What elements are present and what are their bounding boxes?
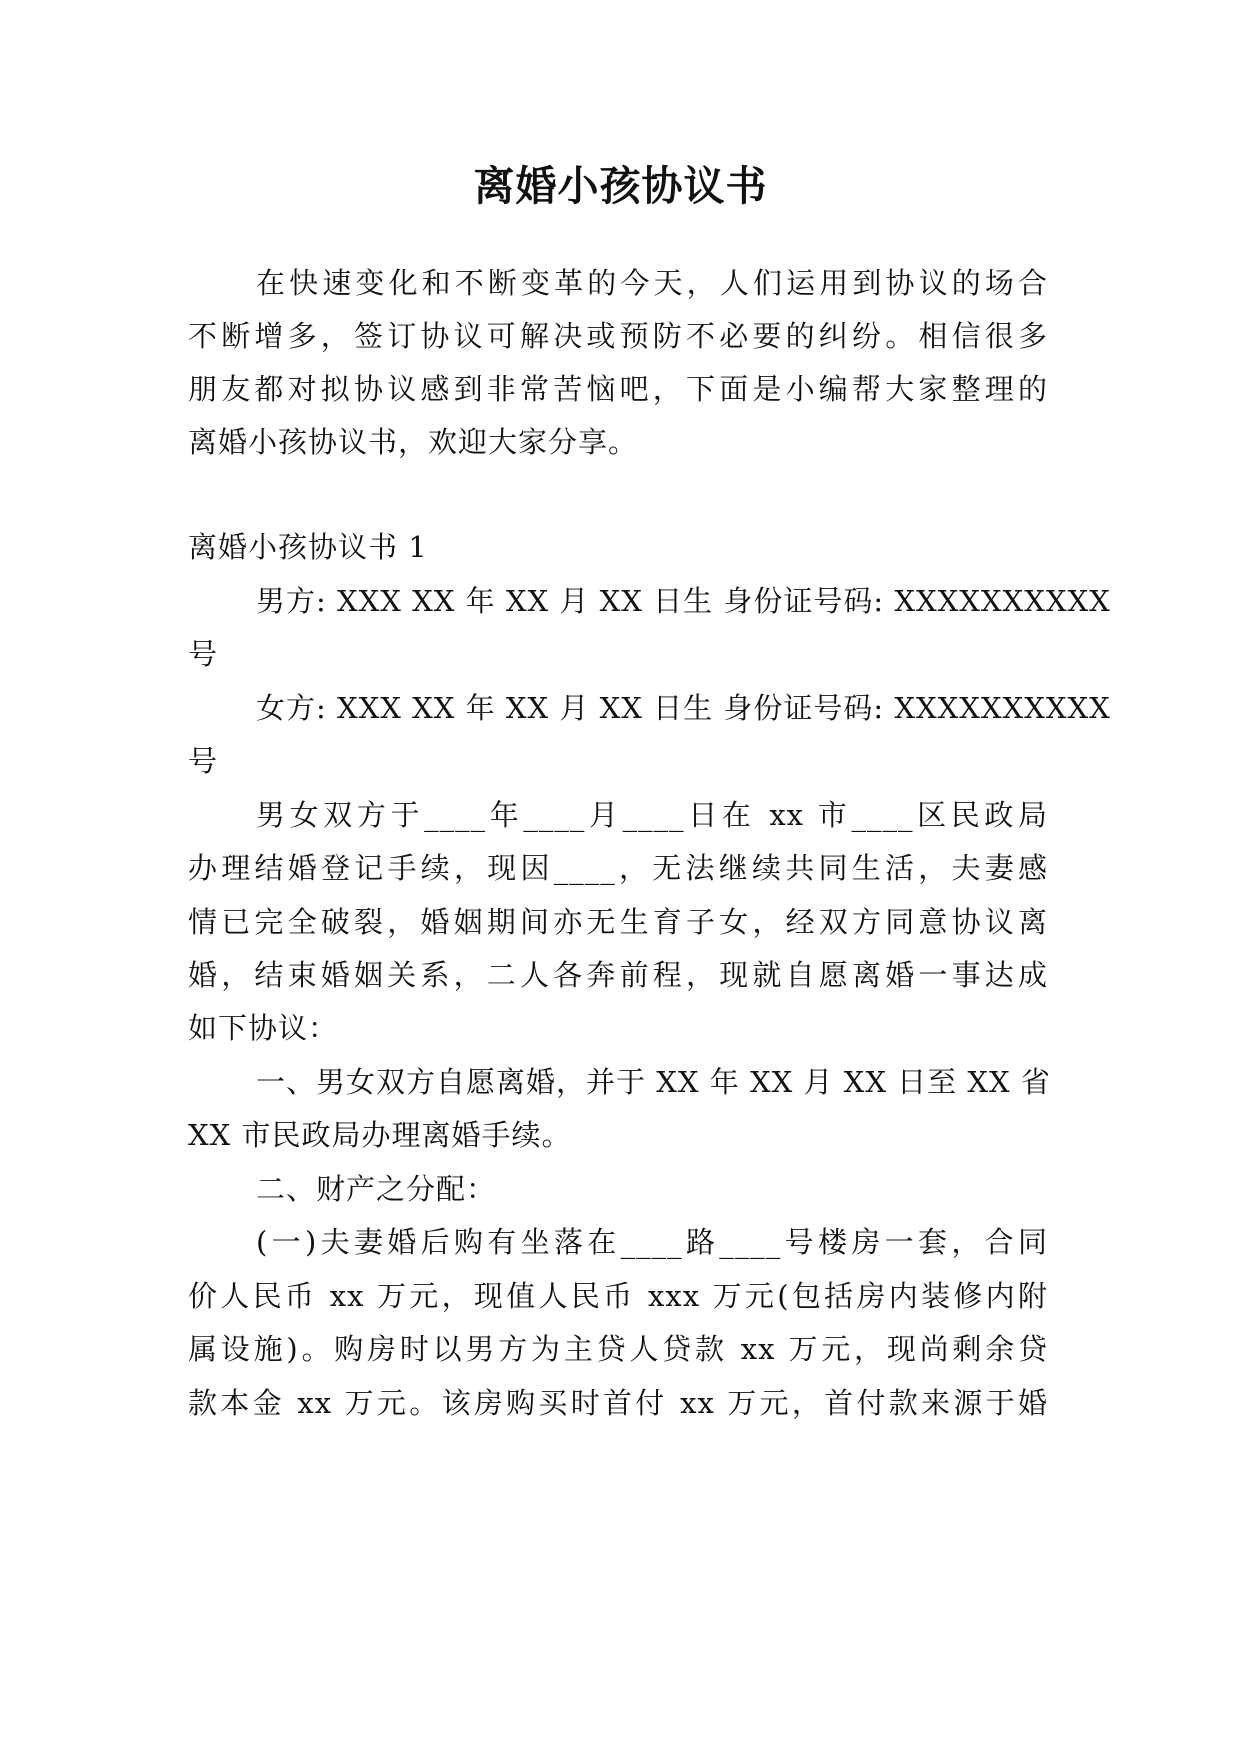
- paragraph-line: 一、男女双方自愿离婚，并于 XX 年 XX 月 XX 日至 XX 省: [256, 1065, 1051, 1099]
- section-heading: 离婚小孩协议书 1: [188, 530, 428, 564]
- paragraph-line: XX 市民政局办理离婚手续。: [188, 1118, 572, 1152]
- paragraph-line: 婚，结束婚姻关系，二人各奔前程，现就自愿离婚一事达成: [188, 958, 1048, 992]
- paragraph-line: 属设施)。购房时以男方为主贷人贷款 xx 万元，现尚剩余贷: [188, 1332, 1048, 1366]
- paragraph-line: 号: [188, 637, 219, 671]
- paragraph-line: 如下协议：: [188, 1011, 339, 1045]
- paragraph-line: 男方: XXX XX 年 XX 月 XX 日生 身份证号码: XXXXXXXXXX: [256, 584, 1111, 618]
- paragraph-line: 离婚小孩协议书，欢迎大家分享。: [188, 425, 639, 459]
- paragraph-line: 朋友都对拟协议感到非常苦恼吧，下面是小编帮大家整理的: [188, 372, 1048, 406]
- paragraph-line: 男女双方于____年____月____日在 xx 市____区民政局: [256, 798, 1048, 832]
- document-title: 离婚小孩协议书: [473, 162, 768, 210]
- paragraph-line: 办理结婚登记手续，现因____，无法继续共同生活，夫妻感: [188, 851, 1048, 885]
- paragraph-line: 价人民币 xx 万元，现值人民币 xxx 万元(包括房内装修内附: [188, 1279, 1048, 1313]
- paragraph-line: 在快速变化和不断变革的今天，人们运用到协议的场合: [256, 266, 1048, 300]
- paragraph-line: 号: [188, 744, 219, 778]
- paragraph-line: 不断增多，签订协议可解决或预防不必要的纠纷。相信很多: [188, 319, 1048, 353]
- paragraph-line: 款本金 xx 万元。该房购买时首付 xx 万元，首付款来源于婚: [188, 1386, 1048, 1420]
- paragraph-line: 女方: XXX XX 年 XX 月 XX 日生 身份证号码: XXXXXXXXXX: [256, 691, 1111, 725]
- paragraph-line: 情已完全破裂，婚姻期间亦无生育子女，经双方同意协议离: [188, 905, 1048, 939]
- paragraph-line: (一)夫妻婚后购有坐落在____路____号楼房一套，合同: [256, 1225, 1048, 1259]
- paragraph-line: 二、财产之分配：: [256, 1172, 497, 1206]
